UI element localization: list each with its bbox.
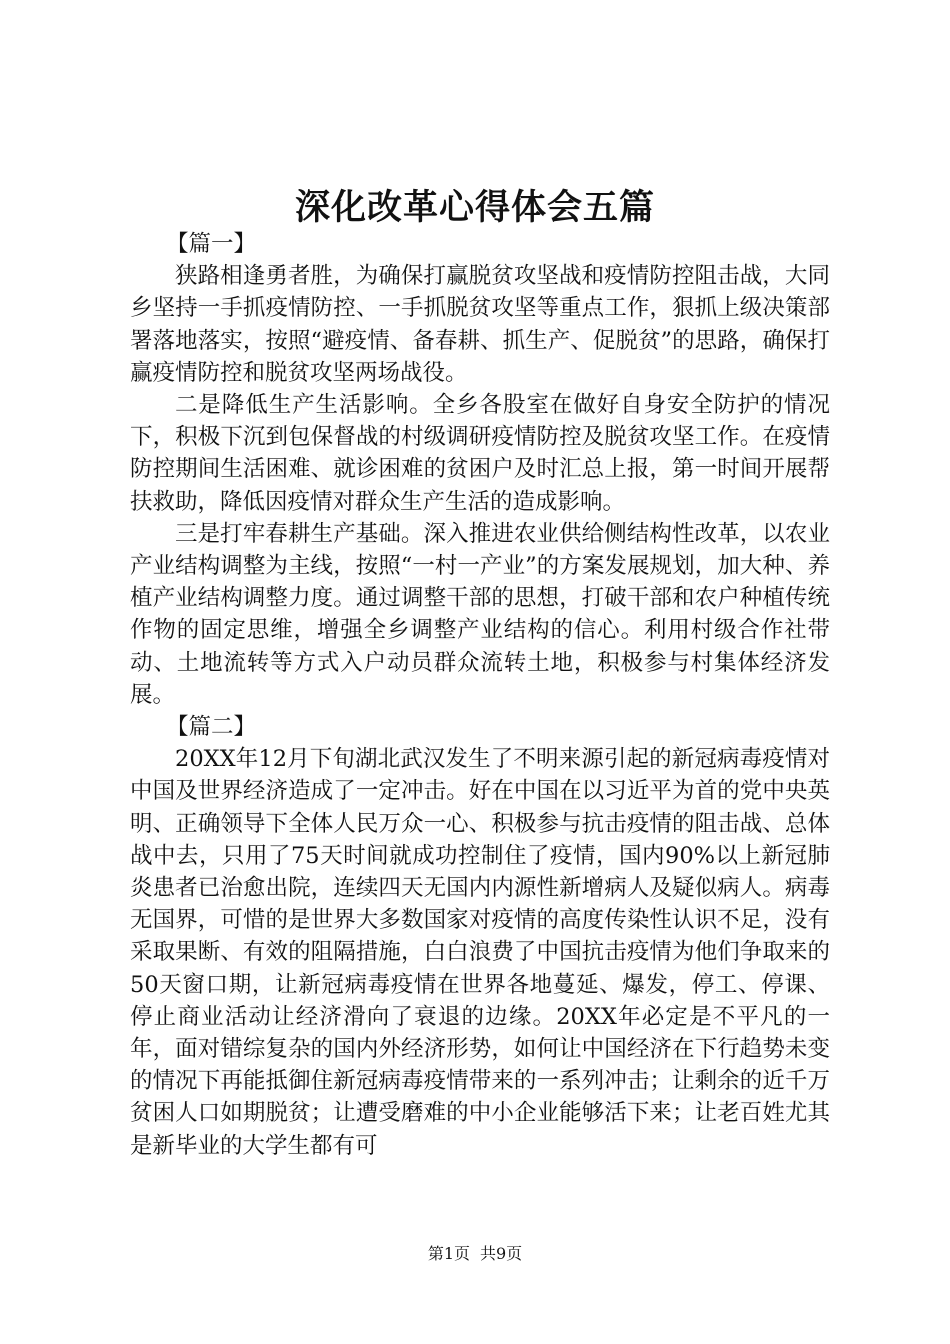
document-title: 深化改革心得体会五篇 (294, 187, 655, 228)
page-total: 共9页 (480, 1244, 523, 1263)
paragraph: 二是降低生产生活影响。全乡各股室在做好自身安全防护的情况下，积极下沉到包保督战的村级调研疫情防控及脱贫攻坚工作。在疫情防控期间生活困难、就诊困难的贫困户及时汇总上报，第一时间开展帮扶救助，降低因疫情对群众生产生活的造成影响。 (130, 392, 830, 515)
section-heading-2: 【篇二】 (166, 714, 257, 741)
paragraph: 三是打牢春耕生产基础。深入推进农业供给侧结构性改革，以农业产业结构调整为主线，按照“一村一产业”的方案发展规划，加大种、养植产业结构调整力度。通过调整干部的思想，打破干部和农户种植传统作物的固定思维，增强全乡调整产业结构的信心。利用村级合作社带动、土地流转等方式入户动员群众流转土地，积极参与村集体经济发展。 (130, 520, 830, 708)
document-body (130, 228, 830, 1162)
page-footer (0, 1243, 950, 1265)
paragraph: 狭路相逢勇者胜，为确保打赢脱贫攻坚战和疫情防控阻击战，大同乡坚持一手抓疫情防控、一手抓脱贫攻坚等重点工作，狠抓上级决策部署落地落实，按照“避疫情、备春耕、抓生产、促脱贫”的思路，确保打赢疫情防控和脱贫攻坚两场战役。 (130, 263, 830, 386)
paragraph: 20XX年12月下旬湖北武汉发生了不明来源引起的新冠病毒疫情对中国及世界经济造成了一定冲击。好在中国在以习近平为首的党中央英明、正确领导下全体人民万众一心、积极参与抗击疫情的阻击战、总体战中去，只用了75天时间就成功控制住了疫情，国内90%以上新冠肺炎患者已治愈出院，连续四天无国内内源性新增病人及疑似病人。病毒无国界，可惜的是世界大多数国家对疫情的高度传染性认识不足，没有采取果断、有效的阻隔措施，白白浪费了中国抗击疫情为他们争取来的50天窗口期，让新冠病毒疫情在世界各地蔓延、爆发，停工、停课、停止商业活动让经济滑向了衰退的边缘。20XX年必定是不平凡的一年，面对错综复杂的国内外经济形势，如何让中国经济在下行趋势未变的情况下再能抵御住新冠病毒疫情带来的一系列冲击；让剩余的近千万贫困人口如期脱贫；让遭受磨难的中小企业能够活下来；让老百姓尤其是新毕业的大学生都有可 (130, 746, 830, 1159)
page-number: 第1页 (427, 1244, 470, 1263)
section-heading-1: 【篇一】 (166, 231, 257, 257)
